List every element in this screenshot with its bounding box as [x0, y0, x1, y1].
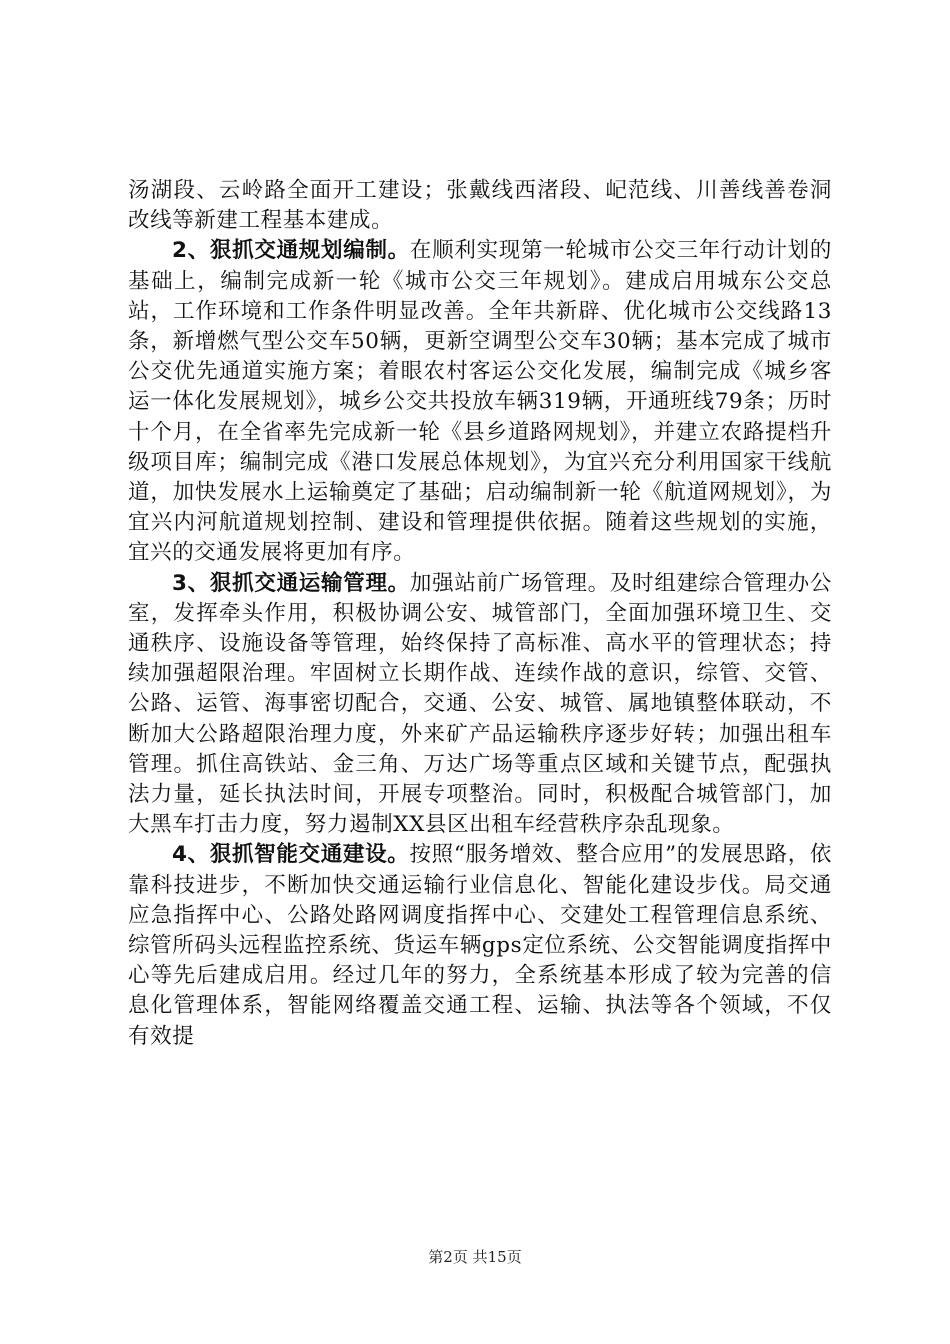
paragraph-continuation	[128, 176, 832, 236]
paragraph-body: 加强站前广场管理。及时组建综合管理办公室，发挥牵头作用，积极协调公安、城管部门，全面加强环境卫生、交通秩序、设施设备等管理，始终保持了高标准、高水平的管理状态；持续加强超限治理。牢固树立长期作战、连续作战的意识，综管、交管、公路、运管、海事密切配合，交通、公安、城管、属地镇整体联动，不断加大公路超限治理力度，外来矿产品运输秩序逐步好转；加强出租车管理。抓住高铁站、金三角、万达广场等重点区域和关键节点，配强执法力量，延长执法时间，开展专项整治。同时，积极配合城管部门，加大黑车打击力度，努力遏制XX县区出租车经营秩序杂乱现象。	[128, 570, 832, 838]
paragraph-body: 汤湖段、云岭路全面开工建设；张戴线西渚段、屺范线、川善线善卷洞改线等新建工程基本建成。	[128, 178, 832, 234]
paragraph-heading: 2、狠抓交通规划编制。	[172, 238, 410, 264]
paragraph-heading: 3、狠抓交通运输管理。	[172, 570, 410, 596]
paragraph-smart-transport	[128, 840, 832, 1051]
body-text	[128, 176, 832, 1052]
paragraph-management	[128, 569, 832, 841]
paragraph-heading: 4、狠抓智能交通建设。	[172, 842, 410, 868]
paragraph-body: 按照“服务增效、整合应用”的发展思路，依靠科技进步，不断加快交通运输行业信息化、智能化建设步伐。局交通应急指挥中心、公路处路网调度指挥中心、交建处工程管理信息系统、综管所码头远程监控系统、货运车辆gps定位系统、公交智能调度指挥中心等先后建成启用。经过几年的努力，全系统基本形成了较为完善的信息化管理体系，智能网络覆盖交通工程、运输、执法等各个领域，不仅有效提	[128, 842, 832, 1049]
paragraph-planning	[128, 236, 832, 568]
page-number-footer: 第2页 共15页	[428, 1248, 522, 1266]
paragraph-body: 在顺利实现第一轮城市公交三年行动计划的基础上，编制完成新一轮《城市公交三年规划》。建成启用城东公交总站，工作环境和工作条件明显改善。全年共新辟、优化城市公交线路13条，新增燃气型公交车50辆，更新空调型公交车30辆；基本完成了城市公交优先通道实施方案；着眼农村客运公交化发展，编制完成《城乡客运一体化发展规划》，城乡公交共投放车辆319辆，开通班线79条；历时十个月，在全省率先完成新一轮《县乡道路网规划》，并建立农路提档升级项目库；编制完成《港口发展总体规划》，为宜兴充分利用国家干线航道，加快发展水上运输奠定了基础；启动编制新一轮《航道网规划》，为宜兴内河航道规划控制、建设和管理提供依据。随着这些规划的实施，宜兴的交通发展将更加有序。	[128, 238, 832, 566]
